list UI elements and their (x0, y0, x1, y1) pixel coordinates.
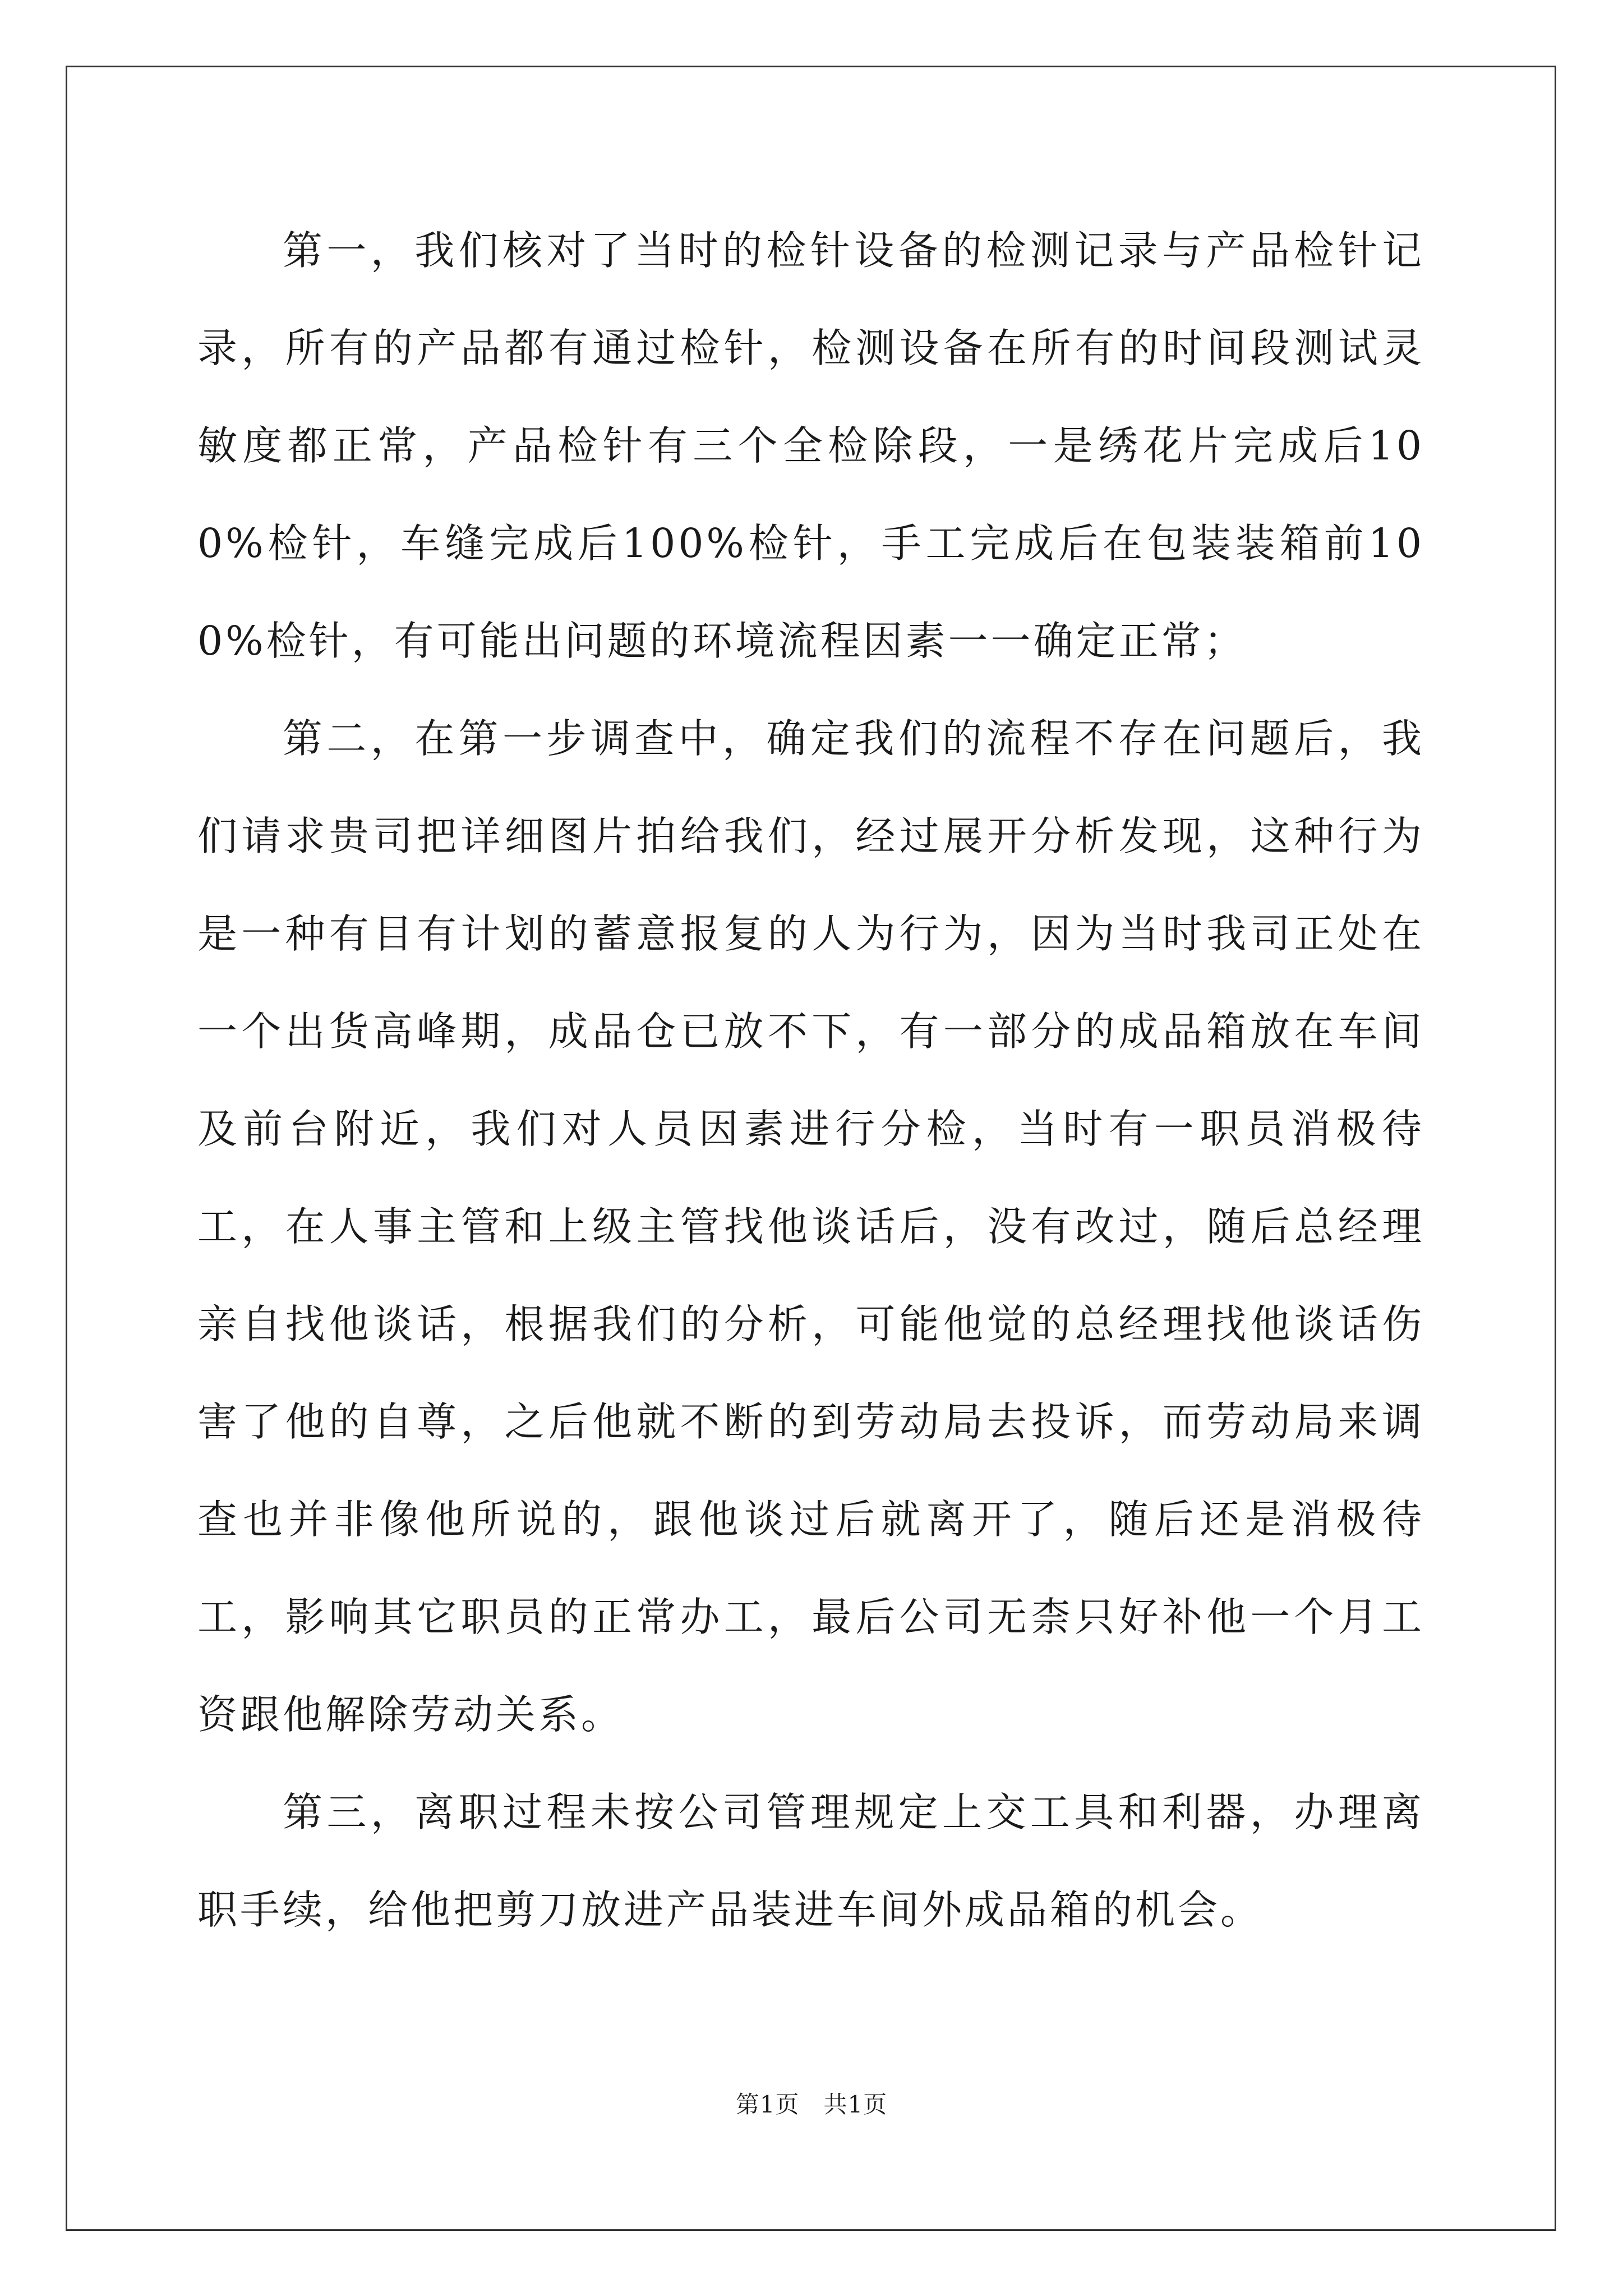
paragraph-1: 第一，我们核对了当时的检针设备的检测记录与产品检针记录，所有的产品都有通过检针，检测设备在所有的时间段测试灵敏度都正常，产品检针有三个全检除段，一是绣花片完成后100%检针，车缝完成后100%检针，手工完成后在包装装箱前100%检针，有可能出问题的环境流程因素一一确定正常； (197, 227, 1424, 664)
paragraph-2: 第二，在第一步调查中，确定我们的流程不存在问题后，我们请求贵司把详细图片拍给我们，经过展开分析发现，这种行为是一种有目有计划的蓄意报复的人为行为，因为当时我司正处在一个出货高峰期，成品仓已放不下，有一部分的成品箱放在车间及前台附近，我们对人员因素进行分检，当时有一职员消极待工，在人事主管和上级主管找他谈话后，没有改过，随后总经理亲自找他谈话，根据我们的分析，可能他觉的总经理找他谈话伤害了他的自尊，之后他就不断的到劳动局去投诉，而劳动局来调查也并非像他所说的，跟他谈过后就离开了，随后还是消极待工，影响其它职员的正常办工，最后公司无柰只好补他一个月工资跟他解除劳动关系。 (197, 715, 1424, 1738)
page-number-footer: 第1页 共1页 (735, 2091, 888, 2118)
document-body (197, 202, 1424, 1959)
paragraph-3: 第三，离职过程未按公司管理规定上交工具和利器，办理离职手续，给他把剪刀放进产品装进车间外成品箱的机会。 (197, 1789, 1424, 1933)
